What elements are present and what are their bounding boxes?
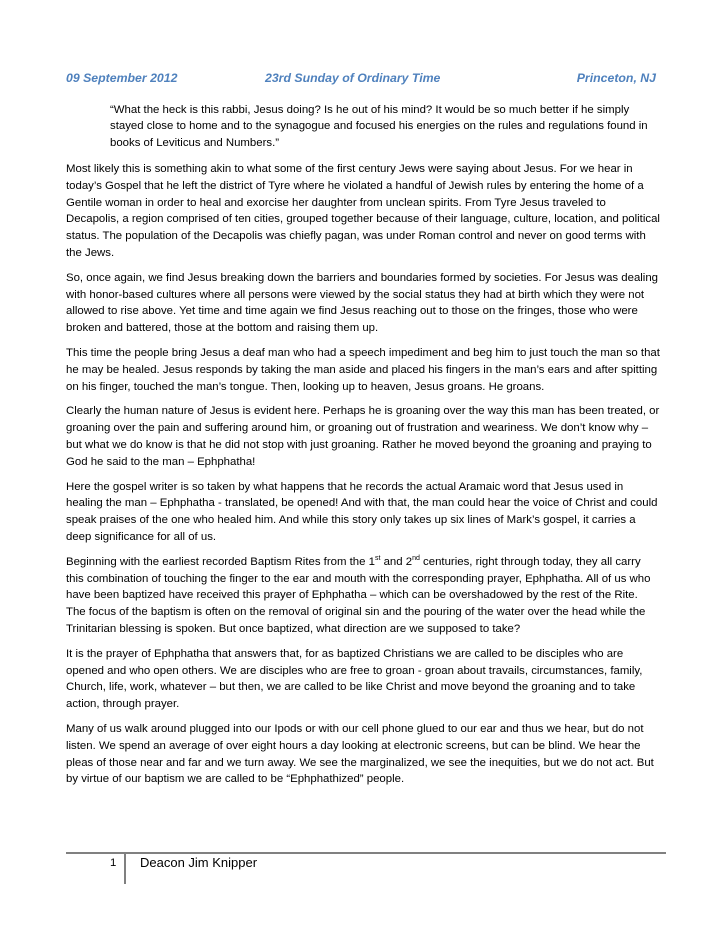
header-location: Princeton, NJ	[576, 71, 656, 85]
footer-divider	[66, 852, 666, 854]
paragraph: Here the gospel writer is so taken by what happens that he records the actual Aramaic word that Jesus used in healing the man – Ephphatha - translated, be opened! And with that, the man could hear the voice of Christ and could speak praises of the one who healed him. And while this story only takes up six lines of Mark’s gospel, it carries a deep significance for all of us.	[66, 480, 658, 543]
ordinal-suffix: nd	[412, 554, 420, 562]
footer-author: Deacon Jim Knipper	[140, 855, 258, 870]
paragraph: Many of us walk around plugged into our Ipods or with our cell phone glued to our ear and thus we hear, but do not listen. We spend an average of over eight hours a day looking at electronic screens, but can be blind. We hear the pleas of those near and far and we turn away. We see the marginalized, we see the inequities, but we do not act. But by virtue of our baptism we are called to be “Ephphathized” people.	[66, 722, 654, 786]
ordinal-suffix: st	[374, 554, 381, 562]
text-run: Beginning with the earliest recorded Baptism Rites from the 1	[66, 555, 375, 568]
page-number: 1	[110, 857, 117, 869]
page-header	[66, 71, 656, 89]
paragraph-baptism-rites	[66, 554, 660, 638]
text-run: centuries, right through today, they all carry this combination of touching the finger to the ear and mouth with the corresponding prayer, Ephphatha. All of us who have been baptized have received this prayer of Ephphatha – which can be overshadowed by the rest of the Rite. The focus of the baptism is often on the removal of original sin and the pouring of the water over the head while the Trinitarian blessing is spoken. But once baptized, what direction are we supposed to take?	[66, 555, 651, 635]
paragraph: This time the people bring Jesus a deaf man who had a speech impediment and beg him to just touch the man so that he may be healed. Jesus responds by taking the man aside and placed his fingers in the man’s ears and after spitting on his finger, touched the man’s tongue. Then, looking up to heaven, Jesus groans. He groans.	[66, 346, 660, 393]
header-date: 09 September 2012	[66, 71, 178, 85]
paragraph: Most likely this is something akin to what some of the first century Jews were saying about Jesus. For we hear in today’s Gospel that he left the district of Tyre where he violated a handful of Jewish rules by entering the home of a Gentile woman in order to heal and exorcise her daughter from unclean spirits. From Tyre Jesus traveled to Decapolis, a region comprised of ten cities, grouped together because of their language, culture, location, and political status. The population of the Decapolis was chiefly pagan, was under Roman control and never on good terms with the Jews.	[66, 163, 660, 259]
footer-vertical-divider	[124, 852, 126, 884]
paragraph: Clearly the human nature of Jesus is evident here. Perhaps he is groaning over the way this man has been treated, or groaning over the pain and suffering around him, or groaning out of frustration and weariness. We don’t know why – but what we do know is that he did not stop with just groaning. Rather he moved beyond the groaning and praying to God he said to the man – Ephphatha!	[66, 405, 660, 468]
opening-quote: “What the heck is this rabbi, Jesus doing? Is he out of his mind? It would be so much better if he simply stayed close to home and to the synagogue and focused his energies on the rules and regulations found in books of Leviticus and Numbers.”	[110, 104, 648, 149]
paragraph: It is the prayer of Ephphatha that answers that, for as baptized Christians we are called to be disciples who are opened and who open others. We are disciples who are free to groan - groan about travails, circumstances, family, Church, life, work, whatever – but then, we are called to be like Christ and move beyond the groaning and to take action, through prayer.	[66, 647, 643, 711]
header-title: 23rd Sunday of Ordinary Time	[265, 71, 441, 85]
text-run: and 2	[380, 555, 413, 568]
paragraph: So, once again, we find Jesus breaking down the barriers and boundaries formed by societies. For Jesus was dealing with honor-based cultures where all persons were viewed by the social status they had at birth which they were not allowed to rise above. Yet time and time again we find Jesus reaching out to those on the fringes, those who were broken and battered, those at the bottom and raising them up.	[66, 271, 659, 335]
homily-body	[66, 161, 660, 796]
